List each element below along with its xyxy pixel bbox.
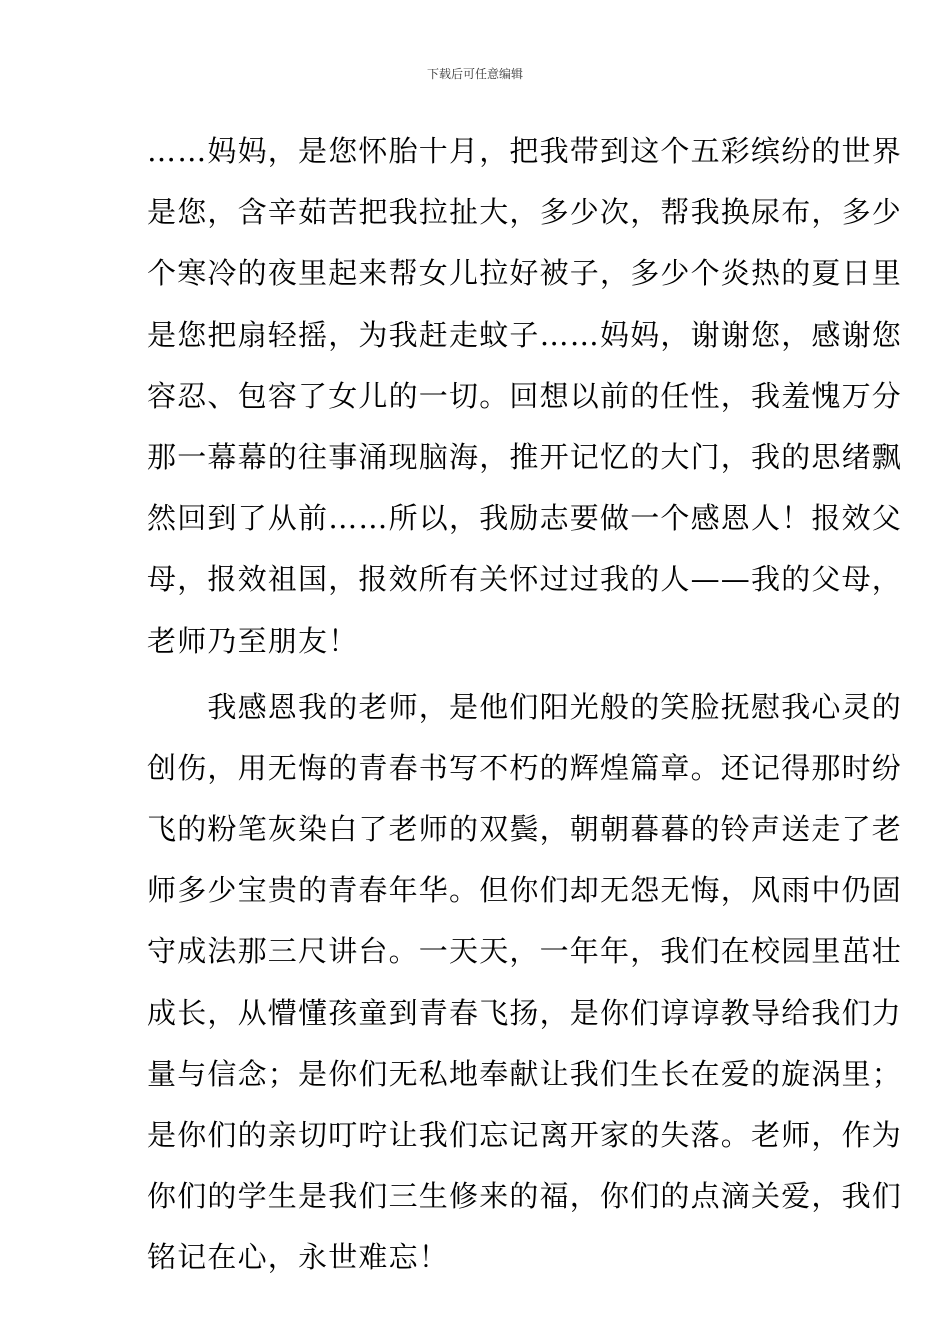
document-body xyxy=(147,121,903,1289)
text-line: 老师乃至朋友！ xyxy=(147,623,359,658)
text-line: 是您，含辛茹苦把我拉扯大，多少次，帮我换尿布，多少 xyxy=(147,195,903,230)
text-line: 那一幕幕的往事涌现脑海，推开记忆的大门，我的思绪飘 xyxy=(147,439,903,474)
text-line: 是您把扇轻摇，为我赶走蚊子……妈妈，谢谢您，感谢您 xyxy=(147,317,903,352)
text-line: 你们的学生是我们三生修来的福，你们的点滴关爱，我们 xyxy=(147,1179,903,1214)
text-line: 我感恩我的老师，是他们阳光般的笑脸抚慰我心灵的 xyxy=(147,689,903,724)
text-line: ……妈妈，是您怀胎十月，把我带到这个五彩缤纷的世界 xyxy=(147,134,903,168)
page-header: 下载后可任意编辑 xyxy=(426,67,523,81)
text-line: 成长，从懵懂孩童到青春飞扬，是你们谆谆教导给我们力 xyxy=(147,995,903,1030)
text-line: 容忍、包容了女儿的一切。回想以前的任性，我羞愧万分 xyxy=(147,378,903,413)
text-line: 量与信念；是你们无私地奉献让我们生长在爱的旋涡里； xyxy=(147,1056,903,1091)
paragraph xyxy=(147,677,903,1289)
text-line: 是你们的亲切叮咛让我们忘记离开家的失落。老师，作为 xyxy=(147,1118,903,1152)
text-line: 铭记在心，永世难忘！ xyxy=(147,1240,450,1275)
text-line: 创伤，用无悔的青春书写不朽的辉煌篇章。还记得那时纷 xyxy=(147,750,903,785)
paragraph xyxy=(147,121,903,672)
text-line: 飞的粉笔灰染白了老师的双鬓，朝朝暮暮的铃声送走了老 xyxy=(147,812,903,847)
text-line: 母，报效祖国，报效所有关怀过过我的人——我的父母， xyxy=(147,562,903,597)
text-line: 然回到了从前……所以，我励志要做一个感恩人！报效父 xyxy=(147,501,903,536)
text-line: 师多少宝贵的青春年华。但你们却无怨无悔，风雨中仍固 xyxy=(147,873,903,908)
text-line: 个寒冷的夜里起来帮女儿拉好被子，多少个炎热的夏日里 xyxy=(147,256,903,291)
text-line: 守成法那三尺讲台。一天天，一年年，我们在校园里茁壮 xyxy=(147,934,903,969)
